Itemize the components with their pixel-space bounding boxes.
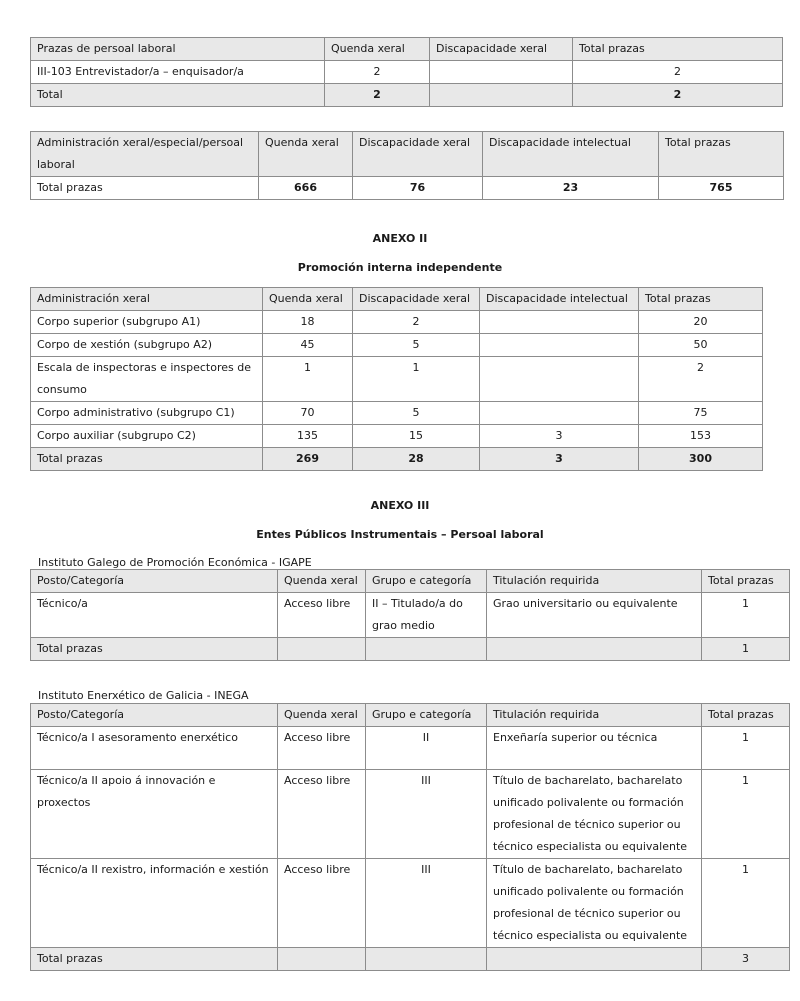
header-cell: Grupo e categoría [366,570,487,593]
total-row [31,448,763,471]
table-row [31,61,783,84]
table-row [31,593,790,638]
table-inega [30,703,790,971]
cell-corpo: Escala de inspectoras e inspectores de consumo [31,357,263,402]
cell-titulacion: Título de bacharelato, bacharelato unificado polivalente ou formación profesional de técnico superior ou técnico especialista ou equivalente [487,859,702,948]
cell-quenda: 135 [263,425,353,448]
total-titulacion [487,638,702,661]
header-cell: Discapacidade intelectual [480,288,639,311]
cell-discapacidade-intelectual [480,357,639,402]
table-header-row [31,570,790,593]
total-discapacidade-xeral: 28 [353,448,480,471]
anexo-ii-subtitle: Promoción interna independente [297,261,503,274]
total-label: Total prazas [31,448,263,471]
cell-quenda: Acceso libre [278,770,366,859]
total-row [31,948,790,971]
anexo-ii-title: ANEXO II [372,232,428,245]
cell-titulacion: Enxeñaría superior ou técnica [487,727,702,770]
cell-titulacion: Grao universitario ou equivalente [487,593,702,638]
table-row [31,859,790,948]
header-cell: Prazas de persoal laboral [31,38,325,61]
total-quenda: 269 [263,448,353,471]
table-summary [30,131,784,200]
total-label: Total prazas [31,638,278,661]
cell-quenda: 18 [263,311,353,334]
cell-total: 1 [702,859,790,948]
cell-grupo: III [366,859,487,948]
cell-posto: Técnico/a I asesoramento enerxético [31,727,278,770]
table-row [31,311,763,334]
header-cell: Titulación requirida [487,570,702,593]
header-cell: Total prazas [702,704,790,727]
header-cell: Total prazas [573,38,783,61]
cell-discapacidade-xeral: 5 [353,334,480,357]
header-cell: Discapacidade xeral [353,288,480,311]
table-igape [30,569,790,661]
table-persoal-laboral [30,37,783,107]
total-quenda [278,638,366,661]
anexo-iii-subtitle: Entes Públicos Instrumentais – Persoal laboral [256,528,544,541]
total-row [31,84,783,107]
cell-quenda: Acceso libre [278,593,366,638]
total-discapacidade-intelectual: 23 [483,177,659,200]
table-header-row [31,704,790,727]
header-cell: Titulación requirida [487,704,702,727]
cell-posto: Técnico/a II apoio á innovación e proxectos [31,770,278,859]
cell-total: 1 [702,593,790,638]
cell-total: 2 [639,357,763,402]
header-cell: Posto/Categoría [31,704,278,727]
header-cell: Total prazas [702,570,790,593]
total-label: Total prazas [31,948,278,971]
cell-discapacidade-xeral: 15 [353,425,480,448]
header-cell: Discapacidade xeral [353,132,483,177]
total-discapacidade-intelectual: 3 [480,448,639,471]
header-cell: Discapacidade intelectual [483,132,659,177]
cell-total: 153 [639,425,763,448]
total-prazas: 300 [639,448,763,471]
header-cell: Total prazas [659,132,784,177]
cell-discapacidade-intelectual [480,334,639,357]
header-cell: Posto/Categoría [31,570,278,593]
cell-posto: III-103 Entrevistador/a – enquisador/a [31,61,325,84]
cell-quenda: Acceso libre [278,727,366,770]
cell-total: 50 [639,334,763,357]
cell-grupo: III [366,770,487,859]
cell-total: 2 [573,61,783,84]
header-cell: Quenda xeral [263,288,353,311]
cell-posto: Técnico/a II rexistro, información e xestión [31,859,278,948]
total-quenda [278,948,366,971]
cell-total: 20 [639,311,763,334]
igape-caption: Instituto Galego de Promoción Económica - IGAPE [38,556,312,569]
cell-grupo: II – Titulado/a do grao medio [366,593,487,638]
table-row [31,402,763,425]
total-prazas: 3 [702,948,790,971]
cell-total: 75 [639,402,763,425]
total-titulacion [487,948,702,971]
cell-discapacidade-intelectual [480,402,639,425]
table-row [31,357,763,402]
total-prazas: 1 [702,638,790,661]
total-row [31,638,790,661]
table-row [31,334,763,357]
header-cell: Quenda xeral [259,132,353,177]
cell-discapacidade-xeral: 1 [353,357,480,402]
header-cell: Administración xeral [31,288,263,311]
total-quenda: 666 [259,177,353,200]
total-grupo [366,638,487,661]
table-header-row [31,288,763,311]
cell-corpo: Corpo auxiliar (subgrupo C2) [31,425,263,448]
header-cell: Discapacidade xeral [430,38,573,61]
cell-quenda: 70 [263,402,353,425]
cell-quenda: 1 [263,357,353,402]
total-quenda: 2 [325,84,430,107]
total-prazas: 765 [659,177,784,200]
cell-posto: Técnico/a [31,593,278,638]
cell-discapacidade-xeral: 2 [353,311,480,334]
table-header-row [31,38,783,61]
cell-corpo: Corpo superior (subgrupo A1) [31,311,263,334]
header-cell: Total prazas [639,288,763,311]
cell-titulacion: Título de bacharelato, bacharelato unificado polivalente ou formación profesional de técnico superior ou técnico especialista ou equivalente [487,770,702,859]
total-discapacidade-xeral: 76 [353,177,483,200]
table-anexo-ii [30,287,763,471]
cell-quenda: 2 [325,61,430,84]
cell-total: 1 [702,727,790,770]
total-grupo [366,948,487,971]
cell-discapacidade-xeral: 5 [353,402,480,425]
header-cell: Grupo e categoría [366,704,487,727]
cell-corpo: Corpo administrativo (subgrupo C1) [31,402,263,425]
cell-quenda: 45 [263,334,353,357]
table-row [31,727,790,770]
total-label: Total [31,84,325,107]
cell-total: 1 [702,770,790,859]
total-discapacidade [430,84,573,107]
cell-discapacidade [430,61,573,84]
cell-quenda: Acceso libre [278,859,366,948]
table-header-row [31,132,784,177]
header-cell: Quenda xeral [278,570,366,593]
cell-grupo: II [366,727,487,770]
total-prazas: 2 [573,84,783,107]
table-row [31,770,790,859]
total-label: Total prazas [31,177,259,200]
cell-discapacidade-intelectual [480,311,639,334]
total-row [31,177,784,200]
anexo-iii-title: ANEXO III [370,499,430,512]
cell-discapacidade-intelectual: 3 [480,425,639,448]
header-cell: Quenda xeral [325,38,430,61]
header-cell: Quenda xeral [278,704,366,727]
cell-corpo: Corpo de xestión (subgrupo A2) [31,334,263,357]
header-cell: Administración xeral/especial/persoal laboral [31,132,259,177]
inega-caption: Instituto Enerxético de Galicia - INEGA [38,689,249,702]
table-row [31,425,763,448]
